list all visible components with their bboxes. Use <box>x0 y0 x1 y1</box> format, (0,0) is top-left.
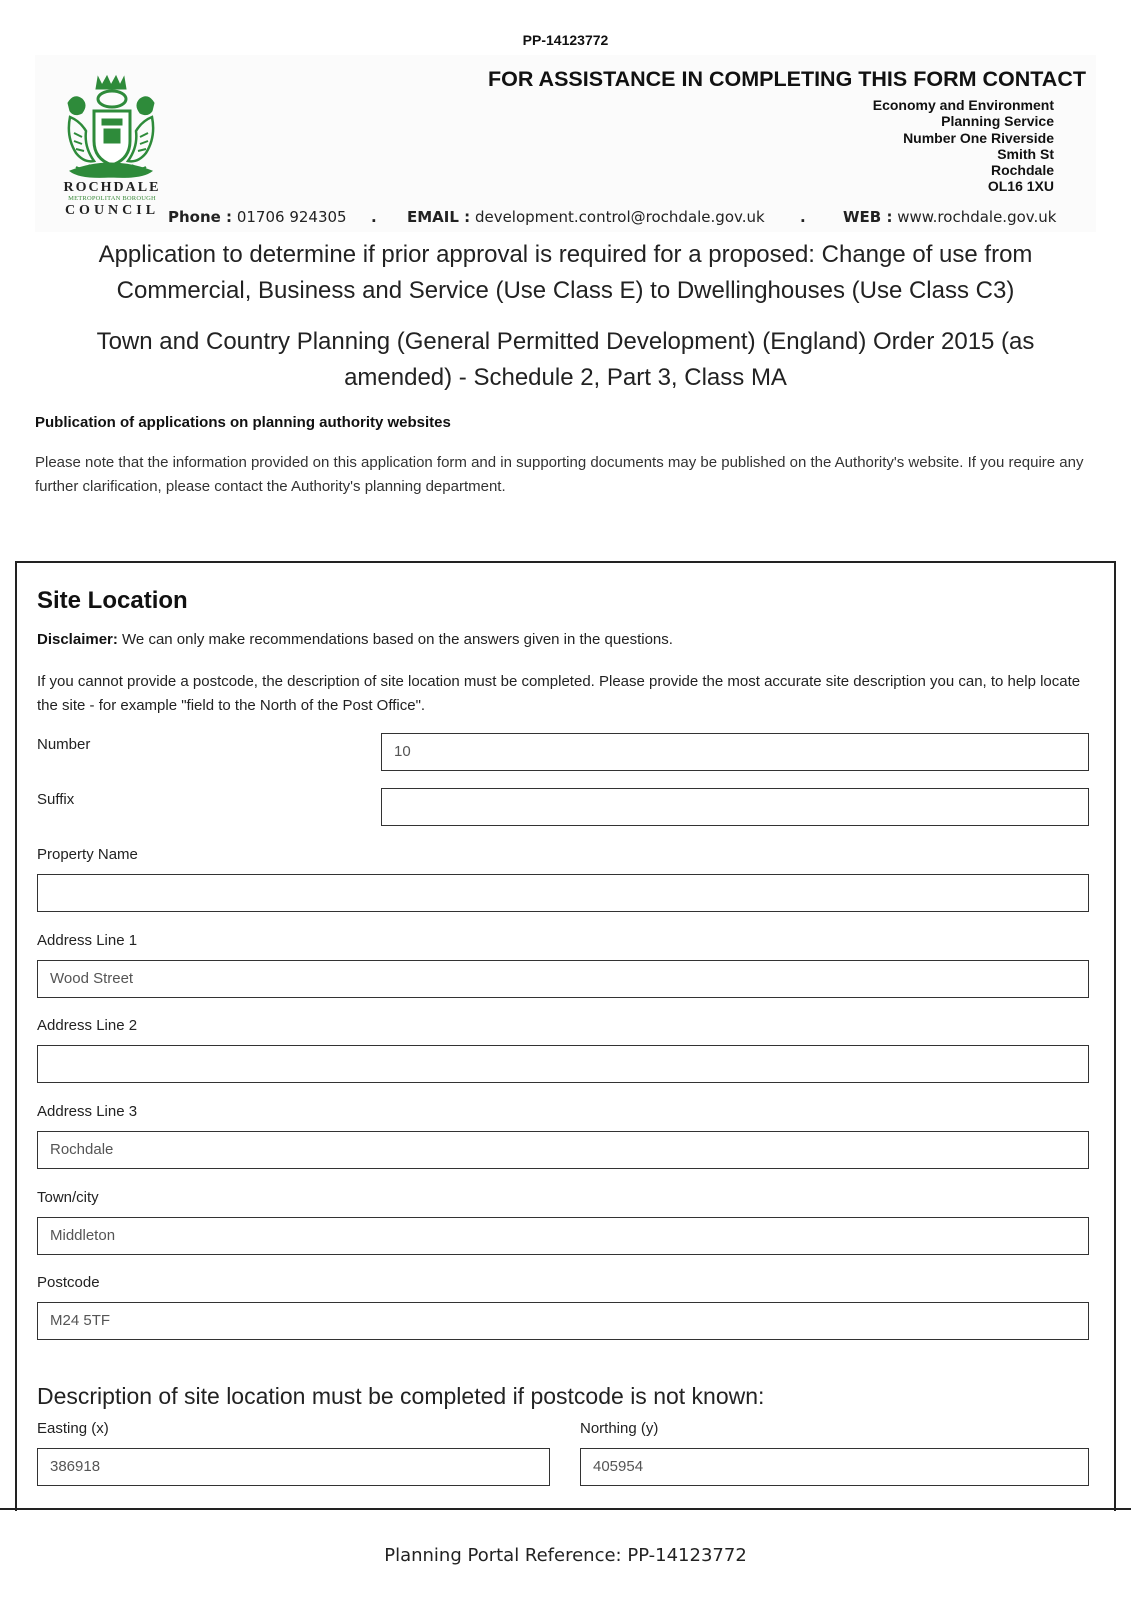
section-title: Site Location <box>37 587 188 614</box>
address-line: Number One Riverside <box>903 129 1054 146</box>
address-line-2-label: Address Line 2 <box>37 1017 138 1034</box>
number-field[interactable]: 10 <box>381 733 1089 771</box>
address-line: Smith St <box>997 145 1054 162</box>
email-value[interactable]: development.control@rochdale.gov.uk <box>474 208 765 226</box>
site-help-text: If you cannot provide a postcode, the description of site location must be completed. Please provide the most accurate site description you can, to help locate the site - for example "field to the North of the Post Office". <box>37 673 1081 714</box>
publication-notice: Please note that the information provided on this application form and in supporting documents may be published on the Authority's website. If you require any further clarification, please contact the Authority's planning department. <box>35 454 1084 495</box>
council-name-line3: COUNCIL <box>64 203 160 218</box>
address-line: OL16 1XU <box>987 178 1054 195</box>
number-label: Number <box>37 736 91 753</box>
address-line-1-label: Address Line 1 <box>37 932 138 949</box>
address-line-3-label: Address Line 3 <box>37 1103 138 1120</box>
disclaimer-label: Disclaimer: <box>37 631 118 648</box>
phone-label: Phone : <box>168 208 233 226</box>
address-line-1-field[interactable]: Wood Street <box>37 960 1089 998</box>
assistance-title: FOR ASSISTANCE IN COMPLETING THIS FORM CONTACT <box>487 67 1086 91</box>
contact-banner <box>35 55 1096 232</box>
easting-field[interactable]: 386918 <box>37 1448 550 1486</box>
separator-dot: . <box>800 208 806 226</box>
site-location-section <box>15 561 1116 1511</box>
disclaimer-text: We can only make recommendations based on the answers given in the questions. <box>122 631 673 648</box>
email-contact <box>407 208 765 226</box>
northing-label: Northing (y) <box>580 1420 659 1437</box>
northing-field[interactable]: 405954 <box>580 1448 1089 1486</box>
web-contact <box>843 208 1056 226</box>
town-city-label: Town/city <box>37 1189 99 1206</box>
publication-heading: Publication of applications on planning authority websites <box>35 414 451 431</box>
town-city-field[interactable]: Middleton <box>37 1217 1089 1255</box>
address-line: Rochdale <box>990 162 1054 179</box>
legislation-subtitle: Town and Country Planning (General Permitted Development) (England) Order 2015 (as amended) - Schedule 2, Part 3, Class MA <box>96 328 1035 391</box>
web-value[interactable]: www.rochdale.gov.uk <box>897 208 1057 226</box>
postcode-label: Postcode <box>37 1274 100 1291</box>
footer-reference: Planning Portal Reference: PP-14123772 <box>384 1545 747 1566</box>
suffix-label: Suffix <box>37 791 75 808</box>
suffix-field[interactable] <box>381 788 1089 826</box>
page-divider <box>0 1508 1131 1510</box>
address-line-2-field[interactable] <box>37 1045 1089 1083</box>
disclaimer <box>37 631 673 648</box>
site-description-heading: Description of site location must be completed if postcode is not known: <box>37 1383 765 1409</box>
phone-contact <box>168 208 347 226</box>
council-name-line2: METROPOLITAN BOROUGH <box>68 195 156 202</box>
phone-value: 01706 924305 <box>236 208 347 226</box>
property-name-label: Property Name <box>37 846 138 863</box>
web-label: WEB : <box>843 208 893 226</box>
email-label: EMAIL : <box>407 208 471 226</box>
address-line-3-field[interactable]: Rochdale <box>37 1131 1089 1169</box>
council-address <box>873 97 1054 195</box>
postcode-field[interactable]: M24 5TF <box>37 1302 1089 1340</box>
easting-label: Easting (x) <box>37 1420 109 1437</box>
property-name-field[interactable] <box>37 874 1089 912</box>
council-crest-logo <box>60 73 162 183</box>
address-line: Planning Service <box>941 113 1054 130</box>
council-name-line1: ROCHDALE <box>63 180 161 195</box>
council-wordmark <box>62 180 162 218</box>
application-title: Application to determine if prior approval is required for a proposed: Change of use from Commercial, Business and Service (Use Class E) to Dwellinghouses (Use Class C3) <box>98 241 1033 304</box>
address-line: Economy and Environment <box>872 97 1054 113</box>
separator-dot: . <box>371 208 377 226</box>
reference-number-top: PP-14123772 <box>522 32 609 48</box>
